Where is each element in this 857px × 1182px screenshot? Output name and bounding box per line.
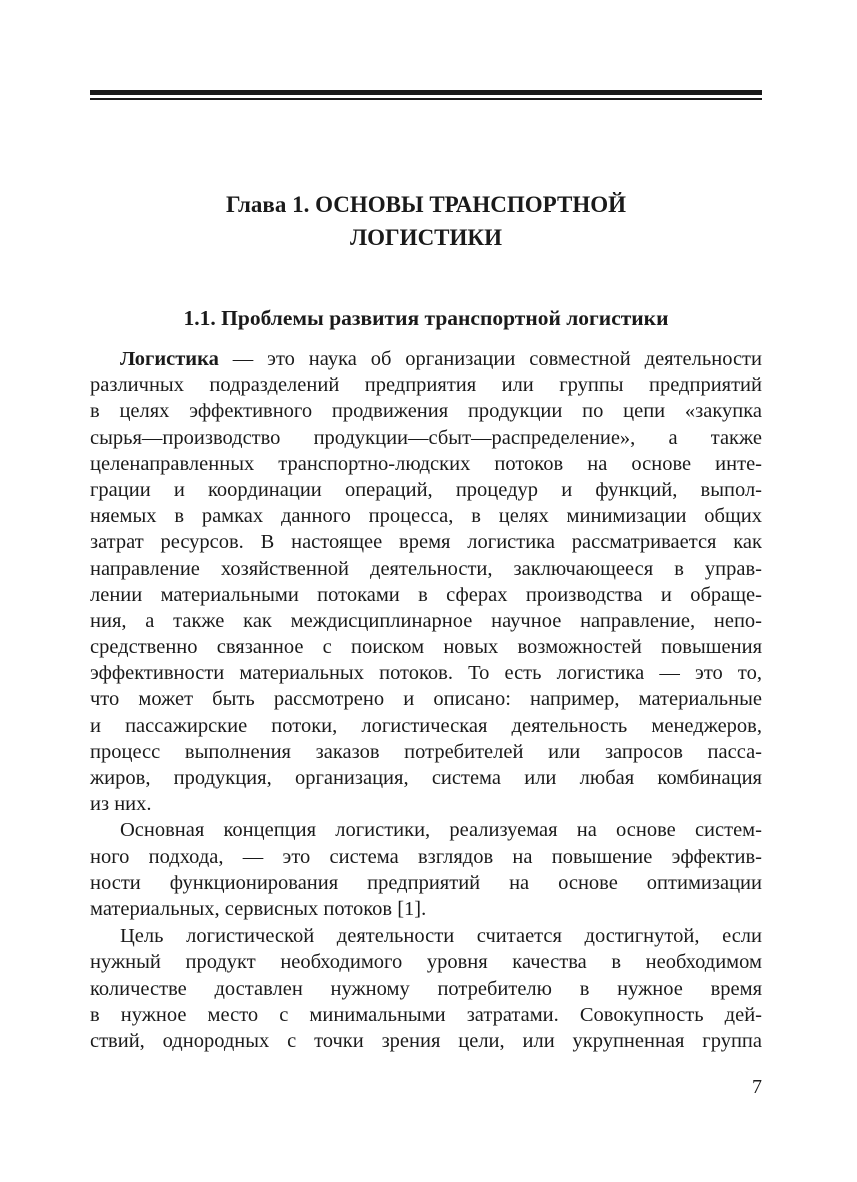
chapter-title-line-2: ЛОГИСТИКИ xyxy=(350,225,502,250)
chapter-title-line-1: Глава 1. ОСНОВЫ ТРАНСПОРТНОЙ xyxy=(225,192,627,217)
paragraph-3-line: нужный продукт необходимого уровня качества в необходимом xyxy=(90,951,762,974)
paragraph-3-line: в нужное место с минимальными затратами. Совокупность дей- xyxy=(90,1003,762,1026)
paragraph-2-line: материальных, сервисных потоков [1]. xyxy=(90,897,427,920)
paragraph-1-line: направление хозяйственной деятельности, заключающееся в управ- xyxy=(90,557,762,580)
paragraph-1-line: ния, а также как междисциплинарное научное направление, непо- xyxy=(90,609,762,632)
paragraph-1-line: сырья—производство продукции—сбыт—распределение», а также xyxy=(90,426,762,449)
paragraph-1-line: что может быть рассмотрено и описано: например, материальные xyxy=(90,688,762,711)
paragraph-2-line: ного подхода, — это система взглядов на повышение эффектив- xyxy=(90,845,762,868)
paragraph-1-line: в целях эффективного продвижения продукции по цепи «закупка xyxy=(90,400,762,423)
paragraph-1-line: лении материальными потоками в сферах производства и обраще- xyxy=(90,583,762,606)
paragraph-1-line: грации и координации операций, процедур и функций, выпол- xyxy=(90,478,762,501)
paragraph-1-line: и пассажирские потоки, логистическая деятельность менеджеров, xyxy=(90,714,762,737)
paragraph-1-line: эффективности материальных потоков. То есть логистика — это то, xyxy=(90,662,762,685)
term-logistics: Логистика xyxy=(120,348,219,370)
paragraph-3-line: ствий, однородных с точки зрения цели, или укрупненная группа xyxy=(90,1029,762,1052)
paragraph-3-line: количестве доставлен нужному потребителю в нужное время xyxy=(90,977,762,1000)
section-title: 1.1. Проблемы развития транспортной логистики xyxy=(183,306,669,330)
paragraph-3-line: Цель логистической деятельности считается достигнутой, если xyxy=(120,925,762,948)
paragraph-1-line: целенаправленных транспортно-людских потоков на основе инте- xyxy=(90,452,762,475)
paragraph-2-line: Основная концепция логистики, реализуемая на основе систем- xyxy=(120,819,762,842)
paragraph-1-line: жиров, продукция, организация, система или любая комбинация xyxy=(90,767,762,789)
body-text xyxy=(90,346,762,1054)
paragraph-1-line: различных подразделений предприятия или группы предприятий xyxy=(90,374,762,397)
paragraph-1-line: няемых в рамках данного процесса, в целях минимизации общих xyxy=(90,505,762,528)
paragraph-1-line: из них. xyxy=(90,793,152,816)
chapter-title xyxy=(90,188,762,254)
header-rule-thin xyxy=(90,98,762,100)
paragraph-1-line xyxy=(90,346,762,372)
header-rule-thick xyxy=(90,90,762,95)
paragraph-1-line: средственно связанное с поиском новых возможностей повышения xyxy=(90,636,762,659)
paragraph-1-line: затрат ресурсов. В настоящее время логистика рассматривается как xyxy=(90,531,762,554)
paragraph-2-line: ности функционирования предприятий на основе оптимизации xyxy=(90,871,762,894)
paragraph-1-line: процесс выполнения заказов потребителей или запросов пасса- xyxy=(90,740,762,763)
paragraph-1-line-text: — это наука об организации совместной деятельности xyxy=(218,348,762,370)
page-number: 7 xyxy=(752,1076,762,1098)
